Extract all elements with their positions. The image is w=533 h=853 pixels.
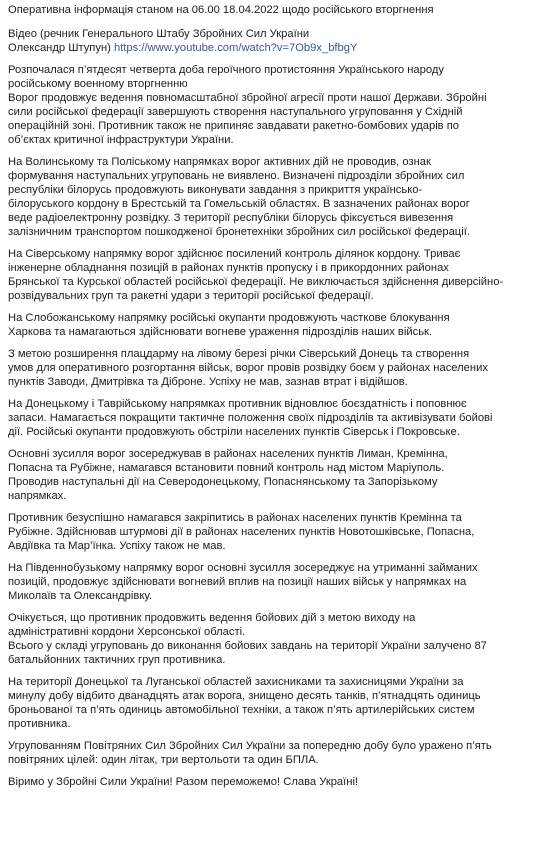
paragraph-line: залізничним транспортом пошкодженої бронетехніки збройних сил російської федерації. xyxy=(8,226,470,238)
paragraph-line: Угрупованням Повітряних Сил Збройних Сил України за попередню добу було уражено п’ять xyxy=(8,740,492,752)
video-block xyxy=(8,27,527,55)
title-text: Оперативна інформація станом на 06.00 18.04.2022 щодо російського вторгнення xyxy=(8,4,434,16)
paragraph-line: запаси. Намагається покращити тактичне положення своїх підрозділів та активізувати бойові xyxy=(8,412,493,424)
report-paragraph xyxy=(8,347,527,389)
paragraph-line: На Сіверському напрямку ворог здійснює посилений контроль ділянок кордону. Триває xyxy=(8,248,461,260)
paragraph-line: Проводив наступальні дії на Северодонецькому, Попаснянському та Запорізькому xyxy=(8,476,438,488)
paragraph-line: Противник безуспішно намагався закріпитись в районах населених пунктів Кремінна та xyxy=(8,512,462,524)
paragraph-line: адміністративні кордони Херсонської області. xyxy=(8,626,246,638)
paragraph-line: На Волинському та Поліському напрямках ворог активних дій не проводив, ознак xyxy=(8,156,431,168)
paragraph-line: операційній зоні. Противник також не припиняє завдавати ракетно-бомбових ударів по xyxy=(8,120,460,132)
report-paragraph xyxy=(8,775,527,789)
paragraph-line: На Донецькому і Таврійському напрямках противник відновлює боєздатність і поповнює xyxy=(8,398,467,410)
report-paragraph xyxy=(8,247,527,303)
paragraph-line: Віримо у Збройні Сили України! Разом переможемо! Слава Україні! xyxy=(8,776,359,788)
paragraph-line: білоруського кордону в Брестській та Гомельській областях. В зазначених районах ворог xyxy=(8,198,470,210)
report-paragraph xyxy=(8,155,527,239)
paragraph-line: умов для оперативного розгортання військ, ворог провів розвідку боєм у районах населених xyxy=(8,362,488,374)
paragraph-line: Авдіївка та Мар’їнка. Успіху також не мав. xyxy=(8,540,226,552)
paragraph-line: Рубіжне. Здійснював штурмові дії в районах населених пунктів Новотошківське, Попасна, xyxy=(8,526,475,538)
paragraph-line: дії. Російські окупанти продовжують обстріли населених пунктів Сіверськ і Покровське. xyxy=(8,426,460,438)
paragraph-line: броньованої та п’ять одиниць автомобільної техніки, а також п’ять артилерійських систем xyxy=(8,704,475,716)
report-paragraph xyxy=(8,511,527,553)
paragraph-line: На території Донецької та Луганської областей захисниками та захисницями України за xyxy=(8,676,464,688)
paragraph-line: На Слобожанському напрямку російські окупанти продовжують часткове блокування xyxy=(8,312,450,324)
paragraph-line: позицій, продовжує здійснювати вогневий вплив на позиції наших військ у напрямках на xyxy=(8,576,467,588)
paragraph-line: сили російської федерації завершують створення наступального угруповання у Східній xyxy=(8,106,463,118)
youtube-link[interactable]: https://www.youtube.com/watch?v=7Ob9x_bfbgY xyxy=(113,42,358,54)
paragraph-line: інженерне обладнання позицій в районах пунктів пропуску і в прикордонних районах xyxy=(8,262,449,274)
paragraph-line: республіки білорусь продовжують виконувати завдання з прикриття українсько- xyxy=(8,184,423,196)
paragraph-line: повітряних цілей: один літак, три вертольоти та один БПЛА. xyxy=(8,754,319,766)
paragraph-line: Очікується, що противник продовжить ведення бойових дій з метою виходу на xyxy=(8,612,416,624)
paragraph-line: Всього у складі угруповань до виконання бойових завдань на території України залучено 87 xyxy=(8,640,487,652)
report-paragraph xyxy=(8,675,527,731)
paragraph-line: Брянської та Курської областей російської федерації. Не виключається здійснення диверсійно- xyxy=(8,276,504,288)
paragraph-line: На Південнобузькому напрямку ворог основні зусилля зосереджує на утриманні займаних xyxy=(8,562,478,574)
report-paragraph xyxy=(8,63,527,147)
paragraph-line: минулу добу відбито дванадцять атак ворога, знищено десять танків, п’ятнадцять одиниць xyxy=(8,690,481,702)
paragraph-line: противника. xyxy=(8,718,71,730)
report-paragraph xyxy=(8,311,527,339)
post-title xyxy=(8,3,527,17)
paragraph-line: Розпочалася п’ятдесят четверта доба героїчного протистояння Українського народу xyxy=(8,64,444,76)
video-speaker-line xyxy=(8,41,527,55)
paragraph-line: Ворог продовжує ведення повномасштабної збройної агресії проти нашої Держави. Збройні xyxy=(8,92,487,104)
paragraph-line: розвідувальних груп та ракетні удари з території російської федерації. xyxy=(8,290,374,302)
report-paragraphs xyxy=(8,63,527,789)
paragraph-line: формування наступальних угруповань не виявлено. Визначені підрозділи збройних сил xyxy=(8,170,465,182)
paragraph-line: російському военному вторгненню xyxy=(8,78,188,90)
paragraph-line: Попасна та Рубіжне, намагався встановити повний контроль над містом Маріуполь. xyxy=(8,462,445,474)
video-label: Відео (речник Генерального Штабу Збройних Сил України xyxy=(8,28,310,40)
paragraph-line: батальйонних тактичних груп противника. xyxy=(8,654,226,666)
paragraph-line: Харкова та намагаються здійснювати вогневе ураження підрозділів наших військ. xyxy=(8,326,433,338)
paragraph-line: напрямках. xyxy=(8,490,67,502)
paragraph-line: об’єктах критичної інфраструктури України. xyxy=(8,134,234,146)
paragraph-line: веде радіоелектронну розвідку. З території республіки білорусь фіксується вивезення xyxy=(8,212,454,224)
paragraph-line: Миколаїв та Олександрівку. xyxy=(8,590,152,602)
report-paragraph xyxy=(8,739,527,767)
report-paragraph xyxy=(8,611,527,667)
paragraph-line: Основні зусилля ворог зосереджував в районах населених пунктів Лиман, Кремінна, xyxy=(8,448,448,460)
paragraph-line: пунктів Заводи, Дмитрівка та Діброне. Успіху не мав, зазнав втрат і відійшов. xyxy=(8,376,408,388)
report-paragraph xyxy=(8,397,527,439)
report-paragraph xyxy=(8,561,527,603)
paragraph-line: З метою розширення плацдарму на лівому березі річки Сіверський Донець та створення xyxy=(8,348,470,360)
report-paragraph xyxy=(8,447,527,503)
video-speaker: Олександр Штупун) xyxy=(8,42,111,54)
